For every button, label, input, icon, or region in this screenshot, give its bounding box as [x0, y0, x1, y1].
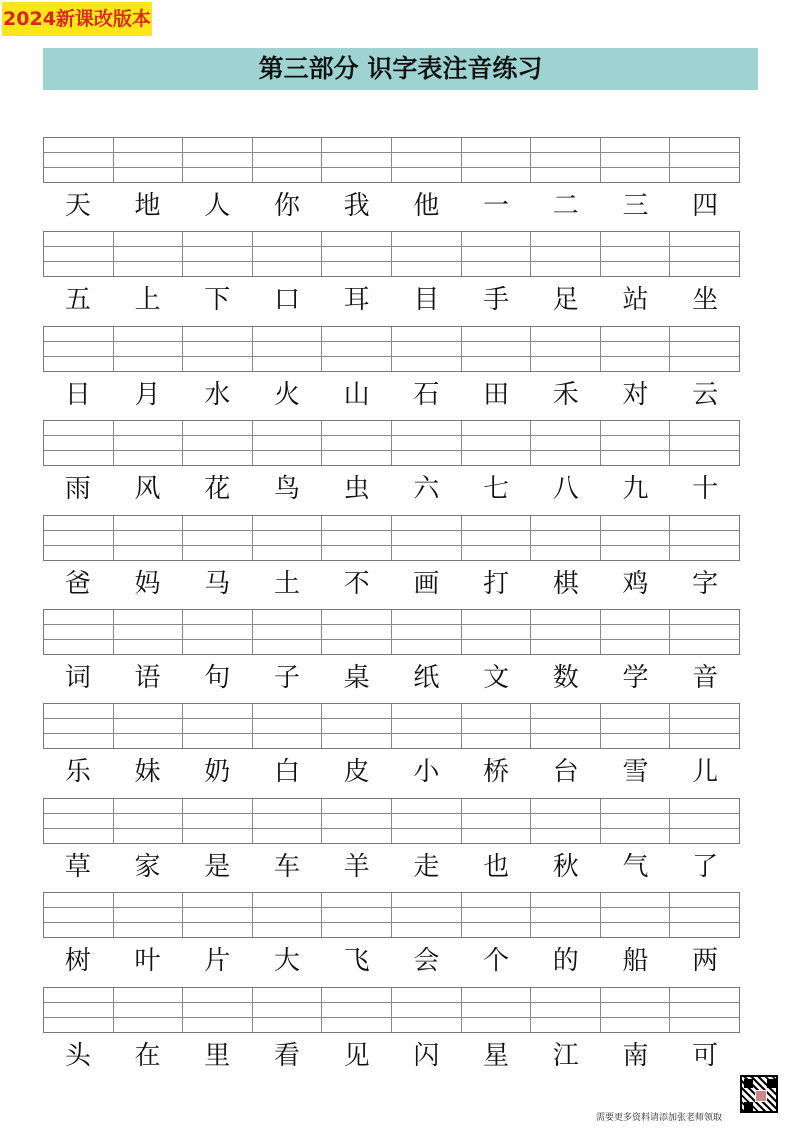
guide-line	[44, 922, 739, 923]
hanzi-character: 子	[273, 663, 300, 693]
hanzi-character: 山	[343, 379, 370, 410]
pinyin-cell[interactable]	[530, 516, 600, 560]
hanzi-character: 耳	[343, 285, 370, 316]
pinyin-cell[interactable]	[44, 610, 113, 654]
hanzi-character: 星	[483, 1040, 510, 1071]
hanzi-character: 南	[622, 1040, 649, 1071]
practice-row	[43, 987, 740, 1079]
pinyin-cell[interactable]	[44, 799, 113, 843]
hanzi-character: 皮	[343, 757, 370, 788]
character-row	[43, 372, 740, 418]
hanzi-character: 见	[343, 1040, 370, 1071]
pinyin-cell[interactable]	[113, 799, 183, 843]
pinyin-cell[interactable]	[461, 610, 531, 654]
practice-row	[43, 231, 740, 323]
hanzi-character: 桥	[483, 757, 510, 788]
pinyin-cell[interactable]	[252, 893, 322, 937]
pinyin-cell[interactable]	[461, 232, 531, 276]
pinyin-cell[interactable]	[600, 516, 670, 560]
guide-line	[44, 624, 739, 625]
pinyin-cell[interactable]	[600, 610, 670, 654]
hanzi-character: 我	[343, 191, 370, 221]
hanzi-character: 学	[622, 663, 649, 693]
pinyin-cell[interactable]	[44, 327, 113, 371]
hanzi-character: 不	[343, 568, 370, 599]
pinyin-writing-grid[interactable]	[43, 703, 740, 749]
hanzi-character: 头	[64, 1040, 91, 1071]
hanzi-character: 乐	[64, 757, 91, 788]
hanzi-character: 花	[204, 474, 231, 505]
pinyin-cell[interactable]	[530, 421, 600, 465]
pinyin-cell[interactable]	[391, 516, 461, 560]
pinyin-cell[interactable]	[391, 327, 461, 371]
pinyin-cell[interactable]	[44, 138, 113, 182]
hanzi-character: 七	[483, 474, 510, 505]
pinyin-cell[interactable]	[391, 610, 461, 654]
pinyin-cell[interactable]	[669, 421, 739, 465]
pinyin-cell[interactable]	[669, 327, 739, 371]
pinyin-cell[interactable]	[669, 232, 739, 276]
hanzi-character: 水	[204, 379, 231, 410]
practice-row	[43, 703, 740, 795]
guide-line	[44, 450, 739, 451]
hanzi-character: 雪	[622, 757, 649, 788]
hanzi-character: 人	[204, 191, 231, 221]
hanzi-character: 他	[413, 191, 440, 221]
pinyin-cell[interactable]	[669, 138, 739, 182]
pinyin-cell[interactable]	[461, 327, 531, 371]
hanzi-character: 看	[273, 1040, 300, 1071]
hanzi-character: 树	[64, 946, 91, 977]
pinyin-cell[interactable]	[391, 988, 461, 1032]
hanzi-character: 下	[204, 285, 231, 316]
guide-line	[44, 1017, 739, 1018]
hanzi-character: 田	[483, 379, 510, 410]
hanzi-character: 也	[483, 851, 510, 882]
pinyin-cell[interactable]	[44, 988, 113, 1032]
hanzi-character: 手	[483, 285, 510, 316]
pinyin-writing-grid[interactable]	[43, 326, 740, 372]
pinyin-cell[interactable]	[321, 421, 391, 465]
pinyin-cell[interactable]	[669, 610, 739, 654]
character-row	[43, 277, 740, 323]
practice-row	[43, 609, 740, 701]
hanzi-character: 小	[413, 757, 440, 788]
practice-row	[43, 798, 740, 890]
pinyin-cell[interactable]	[182, 327, 252, 371]
pinyin-cell[interactable]	[600, 988, 670, 1032]
hanzi-character: 叶	[134, 946, 161, 977]
hanzi-character: 家	[134, 851, 161, 882]
pinyin-cell[interactable]	[321, 138, 391, 182]
hanzi-character: 是	[204, 851, 231, 882]
guide-line	[44, 246, 739, 247]
hanzi-character: 口	[273, 285, 300, 316]
hanzi-character: 秋	[552, 851, 579, 882]
pinyin-cell[interactable]	[113, 138, 183, 182]
guide-line	[44, 341, 739, 342]
guide-line	[44, 907, 739, 908]
pinyin-cell[interactable]	[391, 232, 461, 276]
pinyin-cell[interactable]	[182, 421, 252, 465]
character-row	[43, 183, 740, 229]
pinyin-cell[interactable]	[182, 516, 252, 560]
hanzi-character: 里	[204, 1040, 231, 1071]
hanzi-character: 爸	[64, 568, 91, 599]
hanzi-character: 三	[622, 191, 649, 221]
pinyin-cell[interactable]	[600, 704, 670, 748]
hanzi-character: 站	[622, 285, 649, 316]
hanzi-character: 打	[483, 568, 510, 599]
pinyin-cell[interactable]	[600, 893, 670, 937]
guide-line	[44, 828, 739, 829]
hanzi-character: 羊	[343, 851, 370, 882]
hanzi-character: 桌	[343, 663, 370, 693]
hanzi-character: 四	[692, 191, 719, 221]
pinyin-cell[interactable]	[669, 893, 739, 937]
guide-line	[44, 639, 739, 640]
hanzi-character: 车	[273, 851, 300, 882]
guide-line	[44, 718, 739, 719]
hanzi-character: 妈	[134, 568, 161, 599]
pinyin-cell[interactable]	[530, 893, 600, 937]
guide-line	[44, 733, 739, 734]
hanzi-character: 六	[413, 474, 440, 505]
hanzi-character: 天	[64, 191, 91, 221]
pinyin-cell[interactable]	[252, 232, 322, 276]
pinyin-cell[interactable]	[321, 704, 391, 748]
hanzi-character: 足	[552, 285, 579, 316]
character-row	[43, 844, 740, 890]
pinyin-cell[interactable]	[321, 516, 391, 560]
pinyin-cell[interactable]	[530, 704, 600, 748]
hanzi-character: 草	[64, 851, 91, 882]
pinyin-cell[interactable]	[182, 893, 252, 937]
pinyin-cell[interactable]	[252, 610, 322, 654]
character-row	[43, 466, 740, 512]
pinyin-cell[interactable]	[530, 232, 600, 276]
hanzi-character: 两	[692, 946, 719, 977]
pinyin-cell[interactable]	[461, 988, 531, 1032]
pinyin-cell[interactable]	[461, 516, 531, 560]
hanzi-character: 可	[692, 1040, 719, 1071]
pinyin-cell[interactable]	[44, 232, 113, 276]
pinyin-cell[interactable]	[44, 704, 113, 748]
pinyin-cell[interactable]	[321, 327, 391, 371]
pinyin-cell[interactable]	[600, 799, 670, 843]
pinyin-cell[interactable]	[461, 421, 531, 465]
hanzi-character: 船	[622, 946, 649, 977]
pinyin-cell[interactable]	[182, 232, 252, 276]
pinyin-cell[interactable]	[113, 327, 183, 371]
pinyin-cell[interactable]	[252, 988, 322, 1032]
pinyin-cell[interactable]	[391, 421, 461, 465]
hanzi-character: 棋	[552, 568, 579, 599]
pinyin-writing-grid[interactable]	[43, 609, 740, 655]
guide-line	[44, 545, 739, 546]
pinyin-writing-grid[interactable]	[43, 987, 740, 1033]
hanzi-character: 儿	[692, 757, 719, 788]
character-row	[43, 655, 740, 701]
pinyin-cell[interactable]	[391, 799, 461, 843]
hanzi-character: 禾	[552, 379, 579, 410]
hanzi-character: 在	[134, 1040, 161, 1071]
hanzi-character: 画	[413, 568, 440, 599]
hanzi-character: 飞	[343, 946, 370, 977]
hanzi-character: 气	[622, 851, 649, 882]
hanzi-character: 风	[134, 474, 161, 505]
pinyin-writing-grid[interactable]	[43, 420, 740, 466]
hanzi-character: 台	[552, 757, 579, 788]
hanzi-character: 妹	[134, 757, 161, 788]
character-row	[43, 1033, 740, 1079]
hanzi-character: 虫	[343, 474, 370, 505]
pinyin-cell[interactable]	[669, 988, 739, 1032]
pinyin-cell[interactable]	[600, 232, 670, 276]
pinyin-cell[interactable]	[182, 610, 252, 654]
practice-row	[43, 326, 740, 418]
pinyin-cell[interactable]	[44, 893, 113, 937]
hanzi-character: 江	[552, 1040, 579, 1071]
pinyin-cell[interactable]	[182, 799, 252, 843]
pinyin-cell[interactable]	[669, 516, 739, 560]
hanzi-character: 十	[692, 474, 719, 505]
practice-row	[43, 137, 740, 229]
pinyin-cell[interactable]	[321, 893, 391, 937]
pinyin-cell[interactable]	[391, 138, 461, 182]
hanzi-character: 对	[622, 379, 649, 410]
pinyin-cell[interactable]	[182, 138, 252, 182]
pinyin-cell[interactable]	[600, 327, 670, 371]
hanzi-character: 白	[273, 757, 300, 788]
guide-line	[44, 435, 739, 436]
hanzi-character: 字	[692, 568, 719, 599]
pinyin-cell[interactable]	[252, 516, 322, 560]
hanzi-character: 的	[552, 946, 579, 977]
pinyin-cell[interactable]	[113, 610, 183, 654]
pinyin-cell[interactable]	[252, 138, 322, 182]
hanzi-character: 一	[483, 191, 510, 221]
guide-line	[44, 152, 739, 153]
hanzi-character: 目	[413, 285, 440, 316]
guide-line	[44, 1002, 739, 1003]
hanzi-character: 石	[413, 379, 440, 410]
hanzi-character: 地	[134, 191, 161, 221]
pinyin-cell[interactable]	[530, 138, 600, 182]
pinyin-cell[interactable]	[182, 988, 252, 1032]
pinyin-cell[interactable]	[321, 988, 391, 1032]
hanzi-character: 个	[483, 946, 510, 977]
guide-line	[44, 167, 739, 168]
hanzi-character: 词	[64, 663, 91, 693]
pinyin-cell[interactable]	[461, 704, 531, 748]
hanzi-character: 奶	[204, 757, 231, 788]
character-row	[43, 938, 740, 984]
hanzi-character: 大	[273, 946, 300, 977]
qr-code-icon	[740, 1075, 778, 1113]
pinyin-cell[interactable]	[321, 232, 391, 276]
pinyin-cell[interactable]	[252, 799, 322, 843]
pinyin-cell[interactable]	[391, 704, 461, 748]
pinyin-cell[interactable]	[600, 421, 670, 465]
pinyin-cell[interactable]	[530, 610, 600, 654]
pinyin-cell[interactable]	[252, 327, 322, 371]
hanzi-character: 九	[622, 474, 649, 505]
pinyin-cell[interactable]	[461, 893, 531, 937]
guide-line	[44, 530, 739, 531]
hanzi-character: 马	[204, 568, 231, 599]
pinyin-cell[interactable]	[321, 799, 391, 843]
pinyin-writing-grid[interactable]	[43, 137, 740, 183]
pinyin-cell[interactable]	[461, 799, 531, 843]
pinyin-cell[interactable]	[113, 232, 183, 276]
pinyin-cell[interactable]	[44, 516, 113, 560]
pinyin-cell[interactable]	[461, 138, 531, 182]
guide-line	[44, 261, 739, 262]
hanzi-character: 纸	[413, 663, 440, 693]
pinyin-writing-grid[interactable]	[43, 515, 740, 561]
pinyin-cell[interactable]	[669, 704, 739, 748]
avatar	[755, 1090, 767, 1102]
practice-row	[43, 892, 740, 984]
hanzi-character: 语	[134, 663, 161, 693]
hanzi-character: 上	[134, 285, 161, 316]
practice-row	[43, 420, 740, 512]
pinyin-cell[interactable]	[530, 327, 600, 371]
hanzi-character: 你	[273, 191, 300, 221]
pinyin-cell[interactable]	[113, 893, 183, 937]
guide-line	[44, 813, 739, 814]
hanzi-character: 音	[692, 663, 719, 693]
pinyin-writing-grid[interactable]	[43, 798, 740, 844]
hanzi-character: 月	[134, 379, 161, 410]
hanzi-character: 文	[483, 663, 510, 693]
pinyin-cell[interactable]	[391, 893, 461, 937]
pinyin-cell[interactable]	[321, 610, 391, 654]
hanzi-character: 片	[204, 946, 231, 977]
hanzi-character: 日	[64, 379, 91, 410]
pinyin-writing-grid[interactable]	[43, 231, 740, 277]
character-row	[43, 561, 740, 607]
hanzi-character: 了	[692, 851, 719, 882]
guide-line	[44, 356, 739, 357]
pinyin-writing-grid[interactable]	[43, 892, 740, 938]
hanzi-character: 二	[552, 191, 579, 221]
hanzi-character: 雨	[64, 474, 91, 505]
pinyin-cell[interactable]	[530, 799, 600, 843]
hanzi-character: 土	[273, 568, 300, 599]
pinyin-cell[interactable]	[113, 516, 183, 560]
hanzi-character: 五	[64, 285, 91, 316]
pinyin-cell[interactable]	[530, 988, 600, 1032]
hanzi-character: 会	[413, 946, 440, 977]
character-row	[43, 749, 740, 795]
pinyin-cell[interactable]	[252, 704, 322, 748]
footer-note: 需要更多资料请添加张老师领取	[596, 1113, 723, 1123]
hanzi-character: 闪	[413, 1040, 440, 1071]
hanzi-character: 数	[552, 663, 579, 693]
pinyin-cell[interactable]	[113, 704, 183, 748]
hanzi-character: 云	[692, 379, 719, 410]
hanzi-character: 鸟	[273, 474, 300, 505]
pinyin-cell[interactable]	[182, 704, 252, 748]
practice-row	[43, 515, 740, 607]
hanzi-character: 坐	[692, 285, 719, 316]
pinyin-cell[interactable]	[252, 421, 322, 465]
hanzi-character: 句	[204, 663, 231, 693]
pinyin-cell[interactable]	[44, 421, 113, 465]
pinyin-cell[interactable]	[113, 988, 183, 1032]
page-title: 第三部分 识字表注音练习	[43, 48, 758, 90]
edition-badge: 2024新课改版本	[2, 2, 152, 36]
hanzi-character: 鸡	[622, 568, 649, 599]
pinyin-cell[interactable]	[600, 138, 670, 182]
pinyin-cell[interactable]	[669, 799, 739, 843]
hanzi-character: 火	[273, 379, 300, 410]
hanzi-character: 走	[413, 851, 440, 882]
pinyin-cell[interactable]	[113, 421, 183, 465]
hanzi-character: 八	[552, 474, 579, 505]
